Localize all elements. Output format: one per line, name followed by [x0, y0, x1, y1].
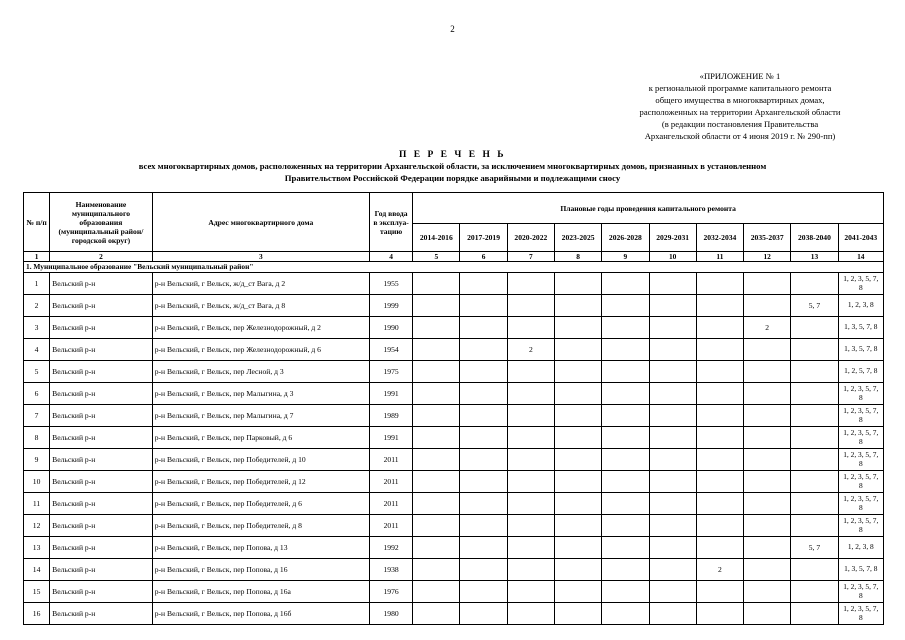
plan-cell — [744, 427, 791, 449]
address-cell: р-н Вельский, г Вельск, пер Победителей, д 10 — [152, 449, 369, 471]
table-row — [24, 581, 884, 603]
year-cell: 1989 — [369, 405, 412, 427]
address-cell: р-н Вельский, г Вельск, пер Железнодорожный, д 2 — [152, 317, 369, 339]
plan-cell — [507, 273, 554, 295]
header-period: 2023-2025 — [554, 224, 601, 252]
plan-cell — [460, 317, 507, 339]
plan-cell — [744, 515, 791, 537]
plan-cell — [649, 273, 696, 295]
address-cell: р-н Вельский, г Вельск, пер Попова, д 16а — [152, 581, 369, 603]
plan-cell — [413, 537, 460, 559]
title-line: Правительством Российской Федерации порядке аварийными и подлежащими сносу — [284, 172, 621, 183]
plan-cell — [460, 471, 507, 493]
plan-cell — [413, 383, 460, 405]
plan-cell — [791, 603, 838, 625]
table-row — [24, 383, 884, 405]
plan-cell — [507, 317, 554, 339]
plan-cell: 1, 2, 3, 5, 7, 8 — [838, 471, 883, 493]
address-cell: р-н Вельский, г Вельск, пер Победителей, д 12 — [152, 471, 369, 493]
plan-cell — [791, 383, 838, 405]
header-period: 2026-2028 — [602, 224, 649, 252]
plan-cell — [413, 515, 460, 537]
row-number-cell: 14 — [24, 559, 50, 581]
appendix-line: к региональной программе капитального ремонта — [648, 83, 832, 93]
municipality-cell: Вельский р-н — [50, 493, 153, 515]
plan-cell — [413, 295, 460, 317]
plan-cell — [791, 317, 838, 339]
plan-cell — [649, 603, 696, 625]
municipality-cell: Вельский р-н — [50, 449, 153, 471]
address-cell: р-н Вельский, г Вельск, пер Победителей, д 8 — [152, 515, 369, 537]
plan-cell — [649, 405, 696, 427]
table-row — [24, 515, 884, 537]
plan-cell: 5, 7 — [791, 295, 838, 317]
plan-cell: 1, 3, 5, 7, 8 — [838, 317, 883, 339]
plan-cell — [554, 559, 601, 581]
header-period: 2014-2016 — [413, 224, 460, 252]
plan-cell — [649, 339, 696, 361]
table-row — [24, 427, 884, 449]
plan-cell: 2 — [744, 317, 791, 339]
column-number: 4 — [369, 252, 412, 262]
plan-cell — [554, 427, 601, 449]
table-row — [24, 361, 884, 383]
table-row — [24, 537, 884, 559]
row-number-cell: 4 — [24, 339, 50, 361]
column-number: 10 — [649, 252, 696, 262]
plan-cell — [554, 383, 601, 405]
title-line: всех многоквартирных домов, расположенных на территории Архангельской области, за исключением многоквартирных домов, признанных в установленном — [138, 161, 767, 171]
column-number: 13 — [791, 252, 838, 262]
municipality-cell: Вельский р-н — [50, 317, 153, 339]
plan-cell: 1, 2, 5, 7, 8 — [838, 361, 883, 383]
plan-cell — [744, 405, 791, 427]
plan-cell — [791, 339, 838, 361]
column-number: 3 — [152, 252, 369, 262]
plan-cell — [744, 295, 791, 317]
plan-cell — [460, 515, 507, 537]
header-period: 2029-2031 — [649, 224, 696, 252]
header-period: 2038-2040 — [791, 224, 838, 252]
plan-cell — [744, 493, 791, 515]
houses-table — [23, 192, 884, 625]
plan-cell — [602, 427, 649, 449]
plan-cell — [460, 383, 507, 405]
plan-cell — [696, 383, 743, 405]
table-row — [24, 471, 884, 493]
plan-cell — [602, 361, 649, 383]
plan-cell — [696, 361, 743, 383]
municipality-cell: Вельский р-н — [50, 383, 153, 405]
plan-cell — [744, 603, 791, 625]
plan-cell — [413, 427, 460, 449]
municipality-cell: Вельский р-н — [50, 559, 153, 581]
plan-cell — [744, 273, 791, 295]
row-number-cell: 12 — [24, 515, 50, 537]
plan-cell: 1, 2, 3, 5, 7, 8 — [838, 603, 883, 625]
municipality-cell: Вельский р-н — [50, 603, 153, 625]
table-row — [24, 339, 884, 361]
row-number-cell: 7 — [24, 405, 50, 427]
plan-cell — [744, 471, 791, 493]
plan-cell — [460, 361, 507, 383]
plan-cell — [413, 361, 460, 383]
row-number-cell: 8 — [24, 427, 50, 449]
page-number: 2 — [450, 24, 455, 34]
municipality-cell: Вельский р-н — [50, 295, 153, 317]
year-cell: 2011 — [369, 493, 412, 515]
column-number: 2 — [50, 252, 153, 262]
column-number: 8 — [554, 252, 601, 262]
column-number: 6 — [460, 252, 507, 262]
plan-cell — [602, 339, 649, 361]
plan-cell — [460, 537, 507, 559]
row-number-cell: 13 — [24, 537, 50, 559]
plan-cell — [602, 317, 649, 339]
plan-cell — [649, 295, 696, 317]
plan-cell — [507, 405, 554, 427]
column-number: 11 — [696, 252, 743, 262]
plan-cell — [507, 603, 554, 625]
plan-cell — [554, 317, 601, 339]
plan-cell: 1, 2, 3, 5, 7, 8 — [838, 581, 883, 603]
plan-cell: 1, 2, 3, 8 — [838, 295, 883, 317]
plan-cell — [507, 361, 554, 383]
plan-cell — [554, 493, 601, 515]
plan-cell — [602, 295, 649, 317]
plan-cell — [649, 471, 696, 493]
plan-cell — [460, 405, 507, 427]
plan-cell — [602, 603, 649, 625]
row-number-cell: 6 — [24, 383, 50, 405]
plan-cell: 1, 2, 3, 8 — [838, 537, 883, 559]
header-period: 2041-2043 — [838, 224, 883, 252]
plan-cell — [744, 449, 791, 471]
table-row — [24, 449, 884, 471]
plan-cell — [791, 493, 838, 515]
plan-cell — [744, 361, 791, 383]
year-cell: 1980 — [369, 603, 412, 625]
plan-cell — [507, 427, 554, 449]
plan-cell — [460, 295, 507, 317]
plan-cell — [696, 603, 743, 625]
plan-cell — [744, 383, 791, 405]
header-period: 2035-2037 — [744, 224, 791, 252]
header-period: 2017-2019 — [460, 224, 507, 252]
plan-cell — [696, 493, 743, 515]
plan-cell — [696, 295, 743, 317]
plan-cell — [696, 449, 743, 471]
plan-cell: 1, 2, 3, 5, 7, 8 — [838, 383, 883, 405]
plan-cell — [696, 273, 743, 295]
plan-cell — [507, 449, 554, 471]
plan-cell — [602, 405, 649, 427]
row-number-cell: 9 — [24, 449, 50, 471]
table-row — [24, 405, 884, 427]
appendix-line: Архангельской области от 4 июня 2019 г. № 290-пп) — [644, 131, 836, 141]
address-cell: р-н Вельский, г Вельск, пер Малыгина, д 7 — [152, 405, 369, 427]
column-number: 7 — [507, 252, 554, 262]
year-cell: 2011 — [369, 515, 412, 537]
plan-cell — [696, 515, 743, 537]
address-cell: р-н Вельский, г Вельск, пер Малыгина, д 3 — [152, 383, 369, 405]
plan-cell: 1, 3, 5, 7, 8 — [838, 339, 883, 361]
plan-cell — [554, 405, 601, 427]
year-cell: 1990 — [369, 317, 412, 339]
plan-cell — [744, 537, 791, 559]
column-number: 1 — [24, 252, 50, 262]
table-row — [24, 493, 884, 515]
plan-cell — [507, 471, 554, 493]
plan-cell — [413, 405, 460, 427]
address-cell: р-н Вельский, г Вельск, пер Победителей, д 6 — [152, 493, 369, 515]
plan-cell — [696, 537, 743, 559]
plan-cell — [744, 581, 791, 603]
municipality-cell: Вельский р-н — [50, 361, 153, 383]
year-cell: 1955 — [369, 273, 412, 295]
plan-cell: 1, 3, 5, 7, 8 — [838, 559, 883, 581]
plan-cell — [649, 361, 696, 383]
plan-cell — [602, 515, 649, 537]
plan-cell — [696, 405, 743, 427]
section-title: 1. Муниципальное образование "Вельский муниципальный район" — [24, 262, 884, 273]
plan-cell — [507, 383, 554, 405]
year-cell: 1954 — [369, 339, 412, 361]
column-number: 9 — [602, 252, 649, 262]
column-number: 5 — [413, 252, 460, 262]
plan-cell — [507, 295, 554, 317]
plan-cell — [460, 603, 507, 625]
plan-cell — [602, 493, 649, 515]
municipality-cell: Вельский р-н — [50, 339, 153, 361]
table-row — [24, 603, 884, 625]
year-cell: 1999 — [369, 295, 412, 317]
municipality-cell: Вельский р-н — [50, 273, 153, 295]
plan-cell — [649, 383, 696, 405]
year-cell: 2011 — [369, 449, 412, 471]
plan-cell — [744, 339, 791, 361]
plan-cell — [744, 559, 791, 581]
plan-cell — [554, 361, 601, 383]
address-cell: р-н Вельский, г Вельск, пер Попова, д 13 — [152, 537, 369, 559]
row-number-cell: 11 — [24, 493, 50, 515]
table-row — [24, 317, 884, 339]
plan-cell — [554, 339, 601, 361]
address-cell: р-н Вельский, г Вельск, пер Лесной, д 3 — [152, 361, 369, 383]
appendix-line: «ПРИЛОЖЕНИЕ № 1 — [699, 71, 781, 81]
plan-cell: 1, 2, 3, 5, 7, 8 — [838, 515, 883, 537]
year-cell: 1991 — [369, 383, 412, 405]
plan-cell — [413, 603, 460, 625]
plan-cell — [507, 493, 554, 515]
plan-cell — [602, 383, 649, 405]
plan-cell: 1, 2, 3, 5, 7, 8 — [838, 273, 883, 295]
plan-cell — [554, 273, 601, 295]
municipality-cell: Вельский р-н — [50, 537, 153, 559]
municipality-cell: Вельский р-н — [50, 427, 153, 449]
municipality-cell: Вельский р-н — [50, 405, 153, 427]
plan-cell — [507, 515, 554, 537]
row-number-cell: 15 — [24, 581, 50, 603]
table-row — [24, 273, 884, 295]
row-number-cell: 10 — [24, 471, 50, 493]
plan-cell: 5, 7 — [791, 537, 838, 559]
plan-cell — [696, 339, 743, 361]
plan-cell — [602, 581, 649, 603]
column-number: 12 — [744, 252, 791, 262]
plan-cell — [649, 317, 696, 339]
plan-cell — [602, 559, 649, 581]
plan-cell — [554, 471, 601, 493]
appendix-line: расположенных на территории Архангельской области — [639, 107, 841, 117]
plan-cell — [413, 581, 460, 603]
section-row — [24, 262, 884, 273]
plan-cell — [460, 559, 507, 581]
municipality-cell: Вельский р-н — [50, 515, 153, 537]
plan-cell — [554, 515, 601, 537]
plan-cell — [554, 449, 601, 471]
plan-cell — [460, 581, 507, 603]
plan-cell — [413, 317, 460, 339]
plan-cell: 2 — [696, 559, 743, 581]
plan-cell — [460, 493, 507, 515]
plan-cell — [649, 559, 696, 581]
title-heading: П Е Р Е Ч Е Н Ь — [399, 150, 506, 160]
plan-cell — [791, 405, 838, 427]
address-cell: р-н Вельский, г Вельск, ж/д_ст Вага, д 8 — [152, 295, 369, 317]
year-cell: 1976 — [369, 581, 412, 603]
plan-cell: 1, 2, 3, 5, 7, 8 — [838, 493, 883, 515]
municipality-cell: Вельский р-н — [50, 581, 153, 603]
plan-cell — [696, 427, 743, 449]
plan-cell — [696, 317, 743, 339]
row-number-cell: 5 — [24, 361, 50, 383]
plan-cell — [791, 471, 838, 493]
plan-cell — [649, 537, 696, 559]
plan-cell — [602, 273, 649, 295]
plan-cell — [413, 339, 460, 361]
header-period: 2032-2034 — [696, 224, 743, 252]
plan-cell — [791, 581, 838, 603]
row-number-cell: 1 — [24, 273, 50, 295]
appendix-line: (в редакции постановления Правительства — [661, 119, 819, 129]
header-plan-years: Плановые годы проведения капитального ремонта — [413, 193, 884, 224]
plan-cell — [507, 537, 554, 559]
header-period: 2020-2022 — [507, 224, 554, 252]
document-title — [0, 149, 905, 184]
plan-cell — [460, 427, 507, 449]
plan-cell — [791, 515, 838, 537]
year-cell: 2011 — [369, 471, 412, 493]
table-row — [24, 559, 884, 581]
municipality-cell: Вельский р-н — [50, 471, 153, 493]
address-cell: р-н Вельский, г Вельск, пер Попова, д 16 — [152, 559, 369, 581]
year-cell: 1938 — [369, 559, 412, 581]
column-numbers-row — [24, 252, 884, 262]
row-number-cell: 2 — [24, 295, 50, 317]
plan-cell — [460, 273, 507, 295]
year-cell: 1975 — [369, 361, 412, 383]
plan-cell — [554, 603, 601, 625]
plan-cell — [649, 515, 696, 537]
plan-cell: 1, 2, 3, 5, 7, 8 — [838, 427, 883, 449]
column-number: 14 — [838, 252, 883, 262]
plan-cell — [602, 449, 649, 471]
plan-cell — [413, 559, 460, 581]
plan-cell — [696, 471, 743, 493]
plan-cell — [507, 559, 554, 581]
year-cell: 1991 — [369, 427, 412, 449]
plan-cell — [649, 427, 696, 449]
plan-cell — [413, 449, 460, 471]
plan-cell — [649, 493, 696, 515]
plan-cell — [649, 449, 696, 471]
header-num: № п/п — [24, 193, 50, 252]
plan-cell — [460, 339, 507, 361]
plan-cell — [649, 581, 696, 603]
plan-cell — [791, 427, 838, 449]
plan-cell — [507, 581, 554, 603]
plan-cell: 2 — [507, 339, 554, 361]
plan-cell — [791, 559, 838, 581]
plan-cell — [413, 273, 460, 295]
plan-cell — [413, 493, 460, 515]
plan-cell — [791, 273, 838, 295]
plan-cell — [696, 581, 743, 603]
header-municipality: Наименование муниципального образования (муниципальный район/городской округ) — [50, 193, 153, 252]
header-year: Год ввода в эксплуа-тацию — [369, 193, 412, 252]
header-address: Адрес многоквартирного дома — [152, 193, 369, 252]
address-cell: р-н Вельский, г Вельск, пер Попова, д 16б — [152, 603, 369, 625]
plan-cell — [554, 537, 601, 559]
plan-cell — [554, 295, 601, 317]
plan-cell — [554, 581, 601, 603]
plan-cell: 1, 2, 3, 5, 7, 8 — [838, 405, 883, 427]
plan-cell — [413, 471, 460, 493]
address-cell: р-н Вельский, г Вельск, ж/д_ст Вага, д 2 — [152, 273, 369, 295]
row-number-cell: 16 — [24, 603, 50, 625]
table-row — [24, 295, 884, 317]
plan-cell — [460, 449, 507, 471]
address-cell: р-н Вельский, г Вельск, пер Парковый, д 6 — [152, 427, 369, 449]
year-cell: 1992 — [369, 537, 412, 559]
appendix-note — [610, 70, 870, 142]
address-cell: р-н Вельский, г Вельск, пер Железнодорожный, д 6 — [152, 339, 369, 361]
plan-cell — [791, 449, 838, 471]
plan-cell — [602, 537, 649, 559]
appendix-line: общего имущества в многоквартирных домах, — [655, 95, 825, 105]
row-number-cell: 3 — [24, 317, 50, 339]
plan-cell — [791, 361, 838, 383]
plan-cell — [602, 471, 649, 493]
plan-cell: 1, 2, 3, 5, 7, 8 — [838, 449, 883, 471]
